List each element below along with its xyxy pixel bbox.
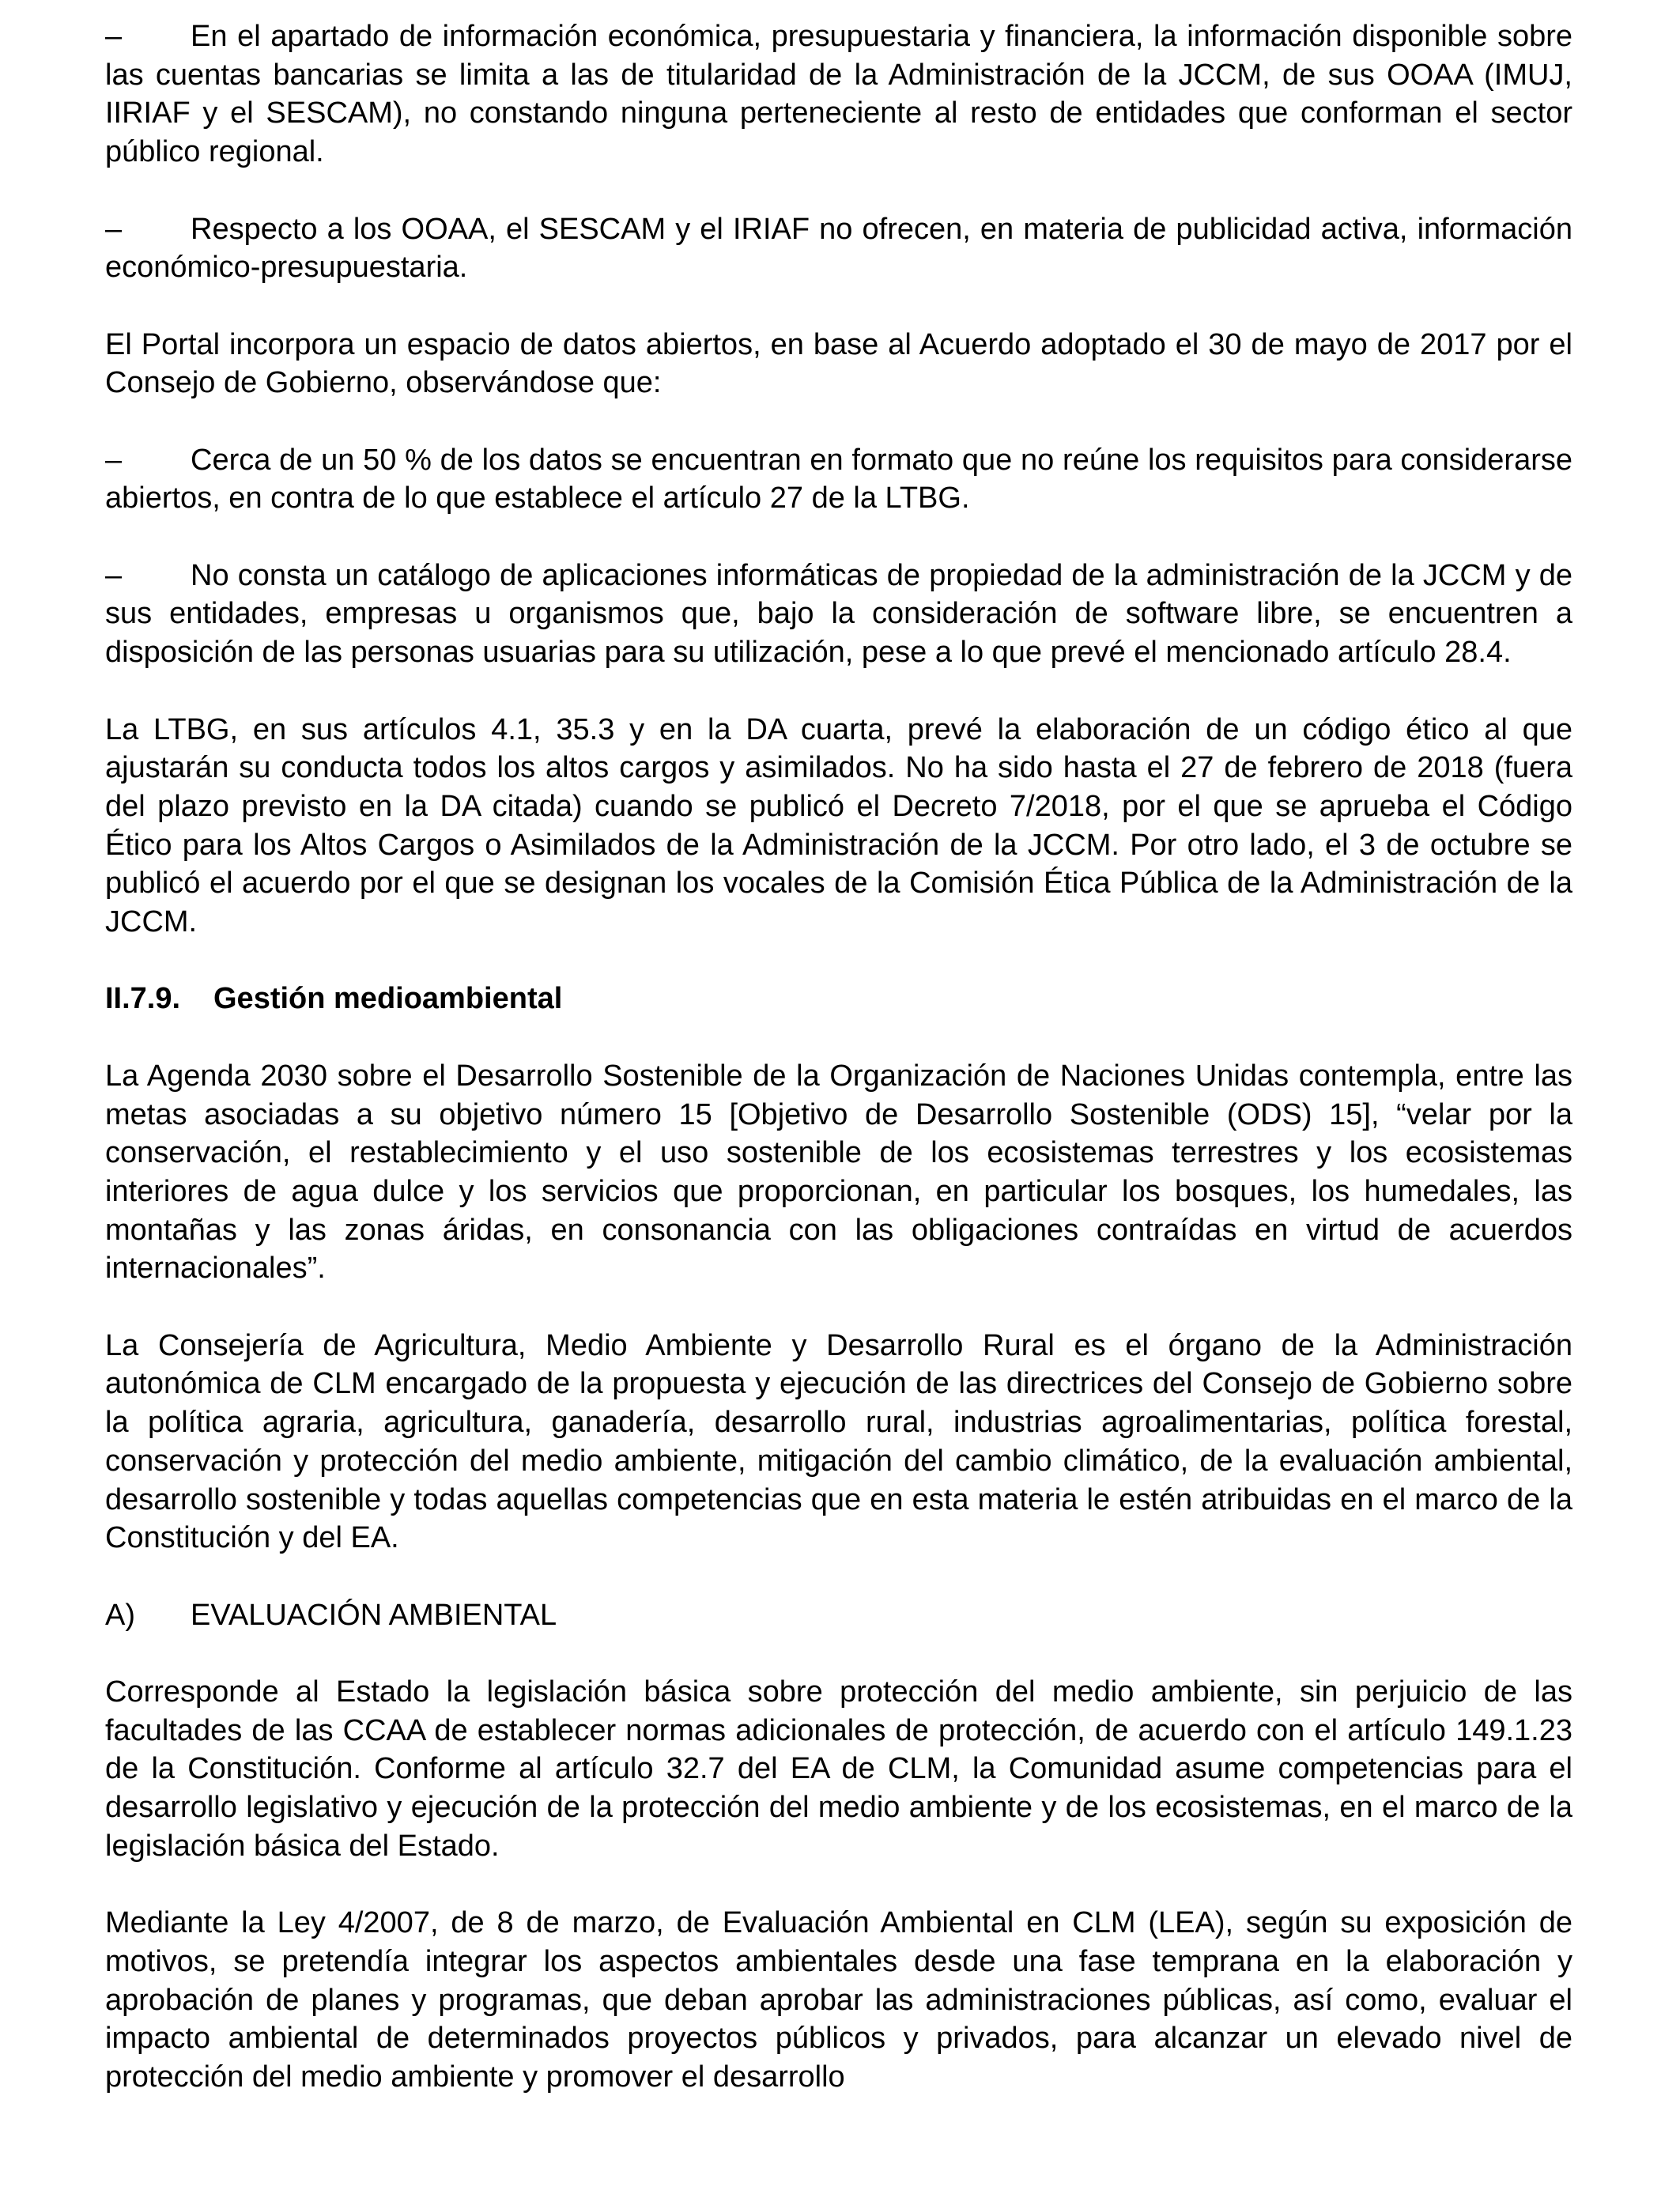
bullet-text: No consta un catálogo de aplicaciones informáticas de propiedad de la administración de la JCCM y de sus entidades, empresas u organismos que, bajo la consideración de software libre, se encuentren a disposición de las personas usuarias para su utilización, pese a lo que prevé el mencionado artículo 28.4.	[105, 558, 1572, 670]
paragraph-competencias-estado: Corresponde al Estado la legislación básica sobre protección del medio ambiente, sin perjuicio de las facultades de las CCAA de establecer normas adicionales de protección, de acuerdo con el artículo 149.1.23 de la Constitución. Conforme al artículo 32.7 del EA de CLM, la Comunidad asume competencias para el desarrollo legislativo y ejecución de la protección del medio ambiente y de los ecosistemas, en el marco de la legislación básica del Estado.	[105, 1675, 1572, 1863]
bullet-text: Cerca de un 50 % de los datos se encuentran en formato que no reúne los requisitos para considerarse abiertos, en contra de lo que establece el artículo 27 de la LTBG.	[105, 443, 1572, 515]
bullet-text: En el apartado de información económica, presupuestaria y financiera, la información disponible sobre las cuentas bancarias se limita a las de titularidad de la Administración de la JCCM, de sus OOAA (IMUJ, IIRIAF y el SESCAM), no constando ninguna perteneciente al resto de entidades que conforman el sector público regional.	[105, 20, 1572, 169]
paragraph-consejeria: La Consejería de Agricultura, Medio Ambiente y Desarrollo Rural es el órgano de la Administración autonómica de CLM encargado de la propuesta y ejecución de las directrices del Consejo de Gobierno sobre la política agraria, agricultura, ganadería, desarrollo rural, industrias agroalimentarias, política forestal, conservación y protección del medio ambiente, mitigación del cambio climático, de la evaluación ambiental, desarrollo sostenible y todas aquellas competencias que en esta materia le estén atribuidas en el marco de la Constitución y del EA.	[105, 1328, 1572, 1555]
bullet-cuentas-bancarias	[105, 17, 1572, 172]
document-page	[105, 17, 1572, 2097]
paragraph-codigo-etico: La LTBG, en sus artículos 4.1, 35.3 y en la DA cuarta, prevé la elaboración de un código ético al que ajustarán su conducta todos los altos cargos y asimilados. No ha sido hasta el 27 de febrero de 2018 (fuera del plazo previsto en la DA citada) cuando se publicó el Decreto 7/2018, por el que se aprueba el Código Ético para los Altos Cargos o Asimilados de la Administración de la JCCM. Por otro lado, el 3 de octubre se publicó el acuerdo por el que se designan los vocales de la Comisión Ética Pública de la Administración de la JCCM.	[105, 712, 1572, 939]
dash-marker: –	[105, 443, 123, 477]
section-heading	[105, 980, 1572, 1018]
section-title: Gestión medioambiental	[213, 982, 563, 1016]
dash-marker: –	[105, 558, 123, 592]
bullet-catalogo-aplicaciones	[105, 557, 1572, 672]
subsection-heading	[105, 1596, 1572, 1635]
bullet-formato-datos	[105, 441, 1572, 518]
bullet-text: Respecto a los OOAA, el SESCAM y el IRIAF no ofrecen, en materia de publicidad activa, información económico-presupuestaria.	[105, 212, 1572, 285]
paragraph-agenda-2030: La Agenda 2030 sobre el Desarrollo Sostenible de la Organización de Naciones Unidas contempla, entre las metas asociadas a su objetivo número 15 [Objetivo de Desarrollo Sostenible (ODS) 15], “velar por la conservación, el restablecimiento y el uso sostenible de los ecosistemas terrestres y los ecosistemas interiores de agua dulce y los servicios que proporcionan, en particular los bosques, los humedales, las montañas y las zonas áridas, en consonancia con las obligaciones contraídas en virtud de acuerdos internacionales”.	[105, 1059, 1572, 1286]
subsection-title: EVALUACIÓN AMBIENTAL	[191, 1598, 557, 1632]
paragraph-ley-evaluacion: Mediante la Ley 4/2007, de 8 de marzo, de Evaluación Ambiental en CLM (LEA), según su exposición de motivos, se pretendía integrar los aspectos ambientales desde una fase temprana en la elaboración y aprobación de planes y programas, que deban aprobar las administraciones públicas, así como, evaluar el impacto ambiental de determinados proyectos públicos y privados, para alcanzar un elevado nivel de protección del medio ambiente y promover el desarrollo	[105, 1906, 1572, 2094]
paragraph-portal-datos-abiertos: El Portal incorpora un espacio de datos abiertos, en base al Acuerdo adoptado el 30 de mayo de 2017 por el Consejo de Gobierno, observándose que:	[105, 327, 1572, 400]
dash-marker: –	[105, 20, 123, 53]
subsection-letter: A)	[105, 1598, 135, 1632]
section-number: II.7.9.	[105, 982, 181, 1016]
bullet-ooaa	[105, 210, 1572, 287]
dash-marker: –	[105, 212, 123, 246]
